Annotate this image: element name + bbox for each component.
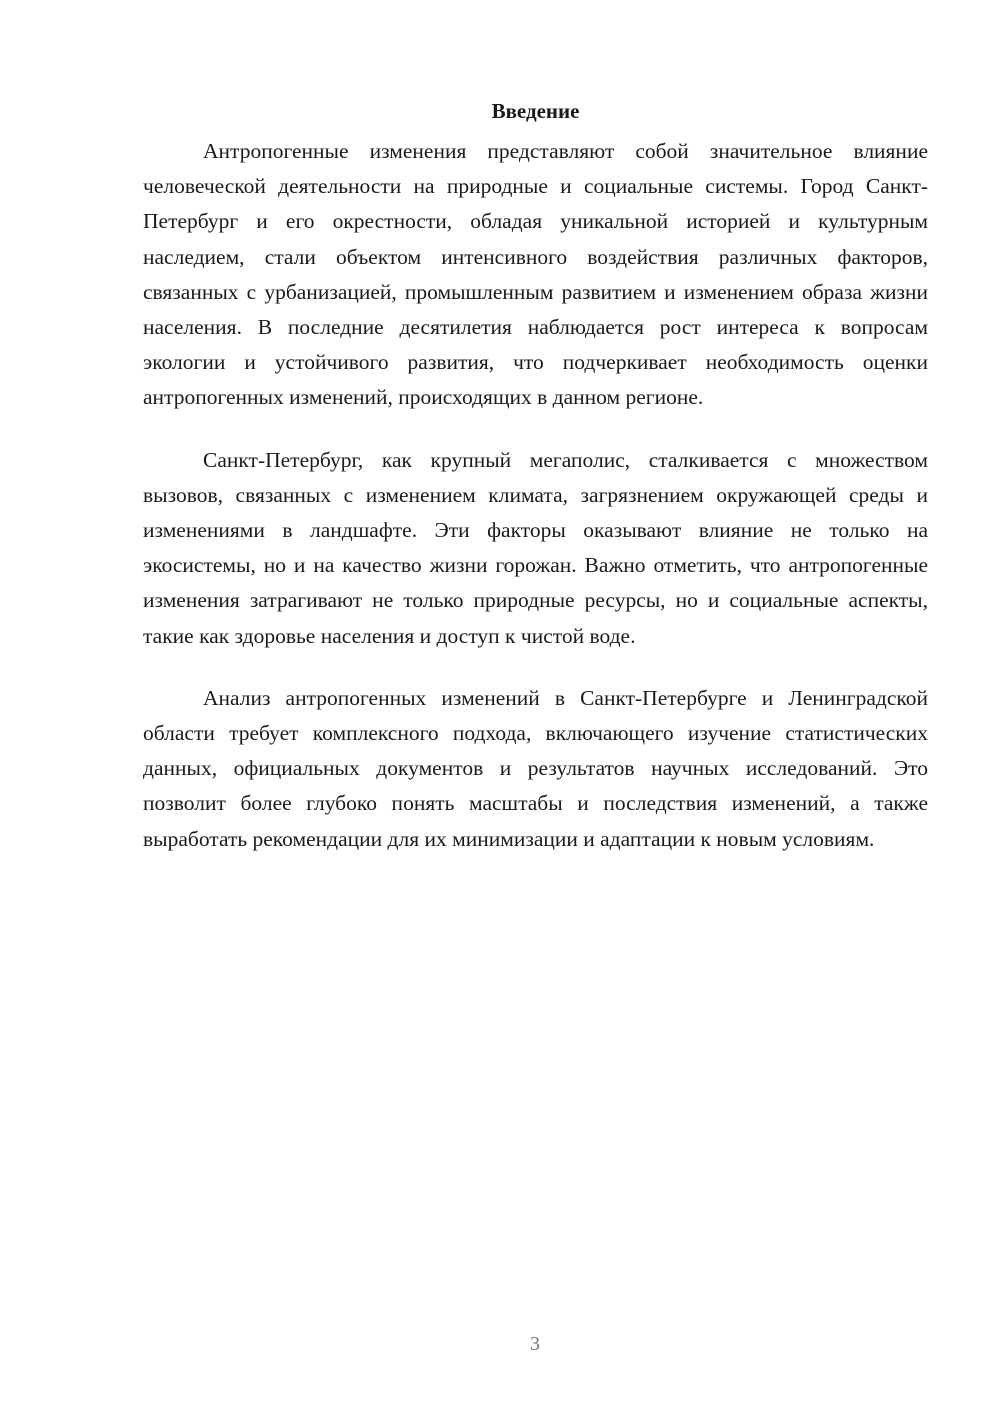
paragraph-3: Анализ антропогенных изменений в Санкт-Петербурге и Ленинградской области требует комплексного подхода, включающего изучение статистических данных, официальных документов и результатов научных исследований. Это позволит более глубоко понять масштабы и последствия изменений, а также выработать рекомендации для их минимизации и адаптации к новым условиям. [143,685,928,851]
paragraph-2: Санкт-Петербург, как крупный мегаполис, сталкивается с множеством вызовов, связанных с изменением климата, загрязнением окружающей среды и изменениями в ландшафте. Эти факторы оказывают влияние не только на экосистемы, но и на качество жизни горожан. Важно отметить, что антропогенные изменения затрагивают не только природные ресурсы, но и социальные аспекты, такие как здоровье населения и доступ к чистой воде. [143,447,928,648]
paragraph-1: Антропогенные изменения представляют собой значительное влияние человеческой деятельности на природные и социальные системы. Город Санкт-Петербург и его окрестности, обладая уникальной историей и культурным наследием, стали объектом интенсивного воздействия различных факторов, связанных с урбанизацией, промышленным развитием и изменением образа жизни населения. В последние десятилетия наблюдается рост интереса к вопросам экологии и устойчивого развития, что подчеркивает необходимость оценки антропогенных изменений, происходящих в данном регионе. [143,139,928,410]
page-content [143,94,928,884]
section-heading: Введение [491,99,580,123]
page-number: 3 [530,1333,540,1355]
